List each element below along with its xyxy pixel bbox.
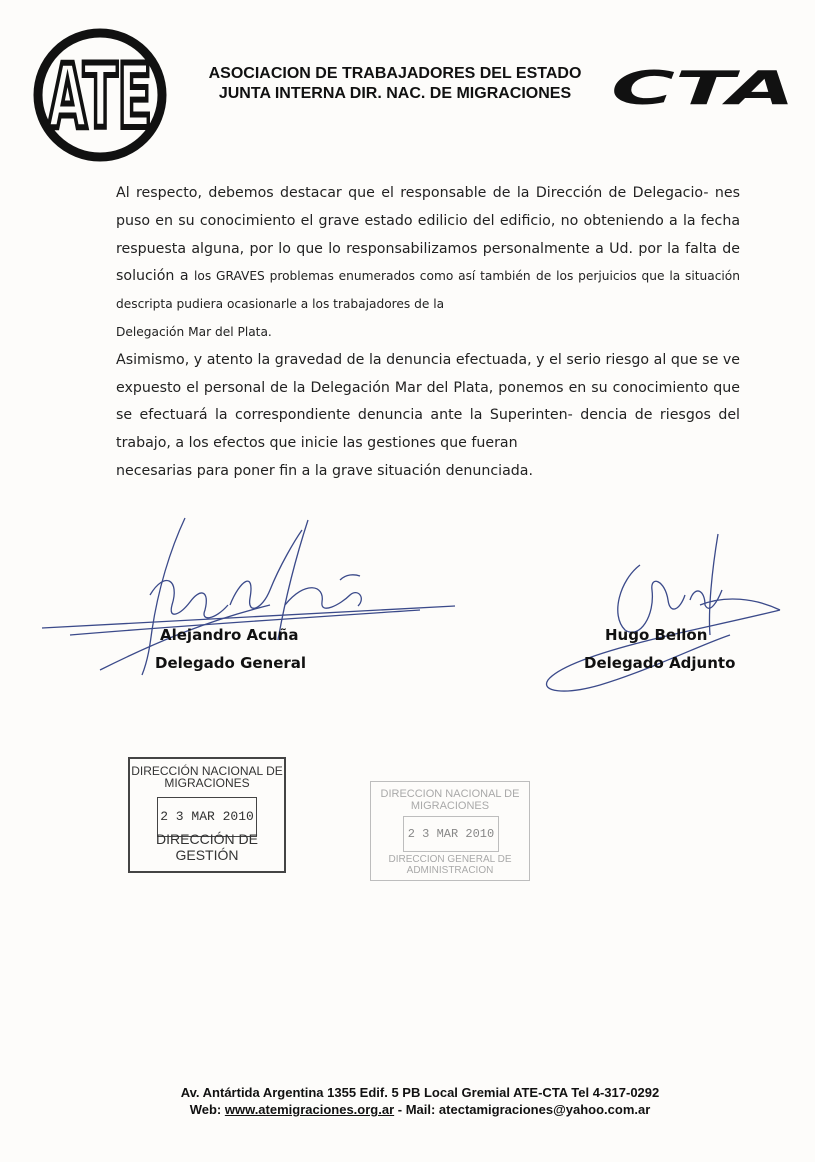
- text-line: conocimiento que se efectuará la correspondiente denuncia ante la Superinten-: [116, 379, 740, 424]
- stamp-date: 2 3 MAR 2010: [157, 797, 257, 837]
- signer-role-1: Delegado General: [155, 654, 307, 672]
- text-line: Al respecto, debemos destacar que el responsable de la Dirección de Delegacio-: [116, 185, 709, 201]
- letter-body: [116, 180, 740, 486]
- signer-name-2: Hugo Bellon: [605, 626, 708, 644]
- stamp-header: DIRECCION NACIONAL DE MIGRACIONES: [380, 788, 520, 812]
- mail-label: - Mail:: [394, 1102, 439, 1117]
- ate-logo: [32, 27, 168, 163]
- letter-footer: [120, 1084, 720, 1118]
- paragraph-2: [116, 347, 740, 486]
- stamp-footer: DIRECCION GENERAL DE ADMINISTRACION: [388, 854, 512, 876]
- footer-address: Av. Antártida Argentina 1355 Edif. 5 PB Local Gremial ATE-CTA Tel 4-317-0292: [180, 1085, 660, 1100]
- text-line: Asimismo, y atento la gravedad de la denuncia efectuada, y el serio riesgo al: [116, 351, 667, 368]
- text-line: dencia de riesgos del trabajo, a los efectos que inicie las gestiones que fueran: [116, 407, 741, 452]
- org-line-2: JUNTA INTERNA DIR. NAC. DE MIGRACIONES: [218, 85, 572, 102]
- text-line: que se ve expuesto el personal de la Delegación Mar del Plata, ponemos en su: [116, 351, 741, 396]
- received-stamp-administracion: [370, 781, 530, 881]
- text-line: necesarias para poner fin a la grave situación denunciada.: [116, 462, 534, 479]
- cta-logo: [608, 61, 798, 115]
- text-line: nes puso en su conocimiento el grave estado edilicio del edificio, no obteniendo: [116, 185, 740, 229]
- text-line: a la fecha respuesta alguna, por lo que lo responsabilizamos personalmente a: [116, 212, 741, 257]
- org-line-1: ASOCIACION DE TRABAJADORES DEL ESTADO: [208, 65, 582, 82]
- received-stamp-gestion: [128, 757, 286, 873]
- cta-logo-text: CTA: [611, 61, 795, 115]
- stamp-header: DIRECCIÓN NACIONAL DE MIGRACIONES: [131, 764, 283, 790]
- signature-bellon: [540, 530, 790, 700]
- signer-name-1: Alejandro Acuña: [160, 626, 299, 644]
- ate-logo-text: ATE: [48, 45, 152, 148]
- organization-title: [175, 64, 615, 104]
- web-label: Web:: [189, 1102, 225, 1117]
- footer-contact: [120, 1101, 720, 1118]
- stamp-footer: DIRECCIÓN DE GESTIÓN: [156, 831, 258, 863]
- text-line: de los perjuicios que la situación descripta pudiera ocasionarle a los trabajadores de la: [116, 269, 740, 312]
- text-line: los GRAVES problemas enumerados como así también: [194, 269, 531, 284]
- text-line: Delegación Mar del Plata.: [116, 324, 272, 339]
- website-link[interactable]: www.atemigraciones.org.ar: [224, 1102, 395, 1117]
- text-line: Ud. por la falta de solución a: [116, 240, 741, 285]
- email-address[interactable]: atectamigraciones@yahoo.com.ar: [438, 1102, 651, 1117]
- stamp-date: 2 3 MAR 2010: [403, 816, 499, 852]
- signer-role-2: Delegado Adjunto: [584, 654, 736, 672]
- paragraph-1: [116, 180, 740, 347]
